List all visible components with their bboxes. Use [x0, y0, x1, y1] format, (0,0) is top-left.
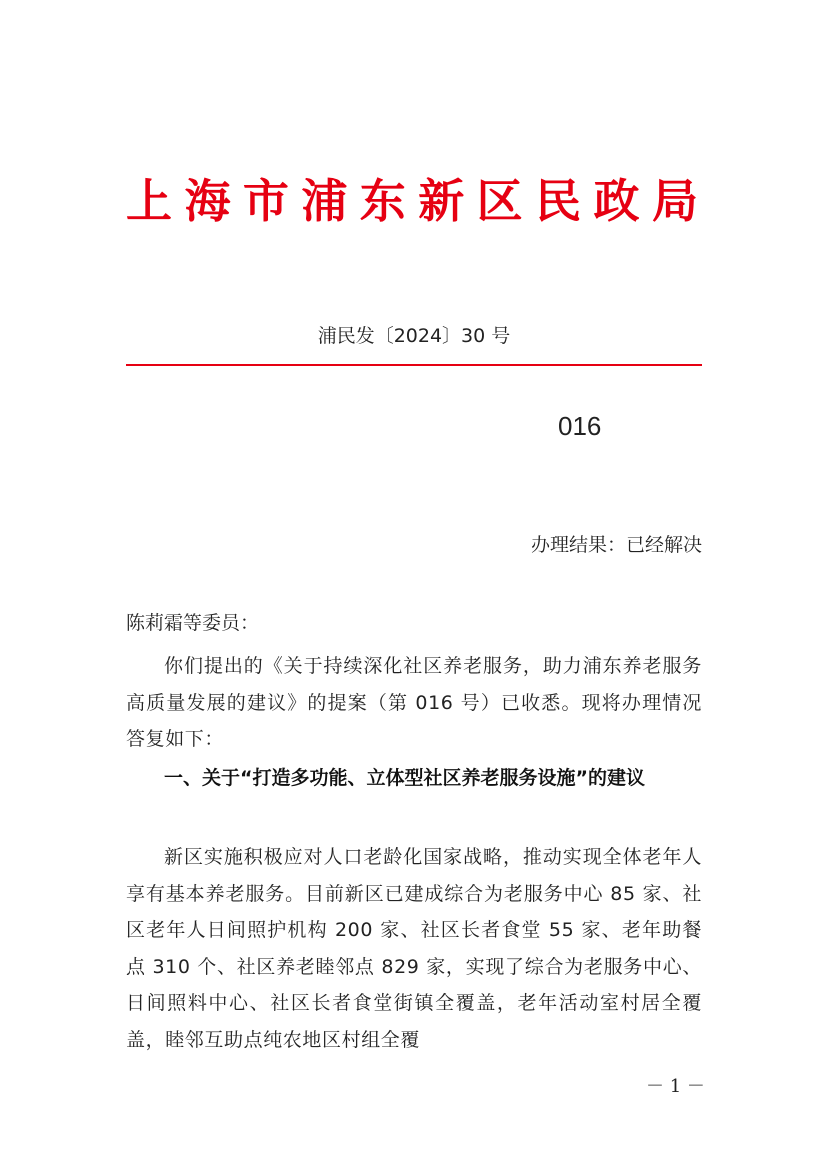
salutation: 陈莉霜等委员：: [126, 612, 260, 634]
agency-title: 上海市浦东新区民政局: [126, 174, 702, 228]
section-body-paragraph: 新区实施积极应对人口老龄化国家战略，推动实现全体老年人享有基本养老服务。目前新区已建成综合为老服务中心 85 家、社区老年人日间照护机构 200 家、社区长者食堂 55 家、老年助餐点 310 个、社区养老睦邻点 829 家，实现了综合为老服务中心、日间照料中心、社区长者食堂街镇全覆盖，老年活动室村居全覆盖，睦邻互助点纯农地区村组全覆: [126, 846, 702, 1051]
page-number: － 1 －: [646, 1076, 705, 1097]
document-number: 浦民发〔2024〕30 号: [317, 325, 511, 347]
red-divider-line: [126, 364, 702, 366]
proposal-number: 016: [558, 411, 602, 441]
handling-result: 办理结果：已经解决: [530, 534, 702, 556]
section-heading: 一、关于“打造多功能、立体型社区养老服务设施”的建议: [164, 767, 645, 789]
intro-paragraph: 你们提出的《关于持续深化社区养老服务，助力浦东养老服务高质量发展的建议》的提案（第 016 号）已收悉。现将办理情况答复如下：: [126, 655, 702, 750]
